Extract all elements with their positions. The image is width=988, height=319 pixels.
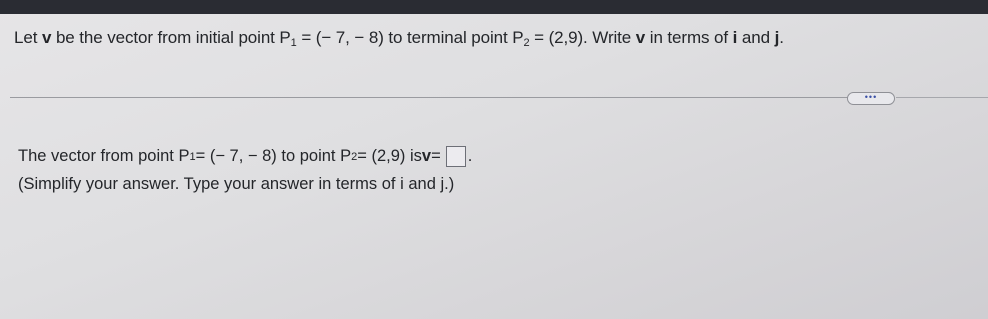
question-part: in terms of [645,28,733,47]
unit-vector-i: i [732,28,738,47]
top-bar [0,0,988,14]
vector-v: v [41,28,52,47]
question-part: . [779,28,784,47]
vector-v: v [421,147,432,165]
subscript: 1 [290,37,297,49]
question-text [14,28,784,49]
answer-period: . [467,147,473,165]
answer-part: = [431,147,441,165]
ellipsis-icon: ••• [864,91,878,102]
answer-part: = (2,9) is [357,147,422,165]
vector-v: v [635,28,646,47]
more-button[interactable] [847,92,895,105]
subscript: 2 [351,150,358,163]
hint-text: (Simplify your answer. Type your answer in terms of i and j.) [18,175,455,193]
answer-part: The vector from point P [18,147,190,165]
question-part: = (− 7, − 8) to terminal point P [296,28,524,47]
question-part: and [737,28,775,47]
question-part: = (2,9). Write [529,28,636,47]
divider [896,97,988,98]
unit-vector-j: j [774,28,780,47]
question-part: be the vector from initial point P [51,28,291,47]
divider [10,97,850,98]
answer-input[interactable] [446,146,466,167]
subscript: 2 [523,37,530,49]
subscript: 1 [189,150,196,163]
answer-line [18,146,472,167]
question-part: Let [14,28,42,47]
answer-part: = (− 7, − 8) to point P [195,147,352,165]
